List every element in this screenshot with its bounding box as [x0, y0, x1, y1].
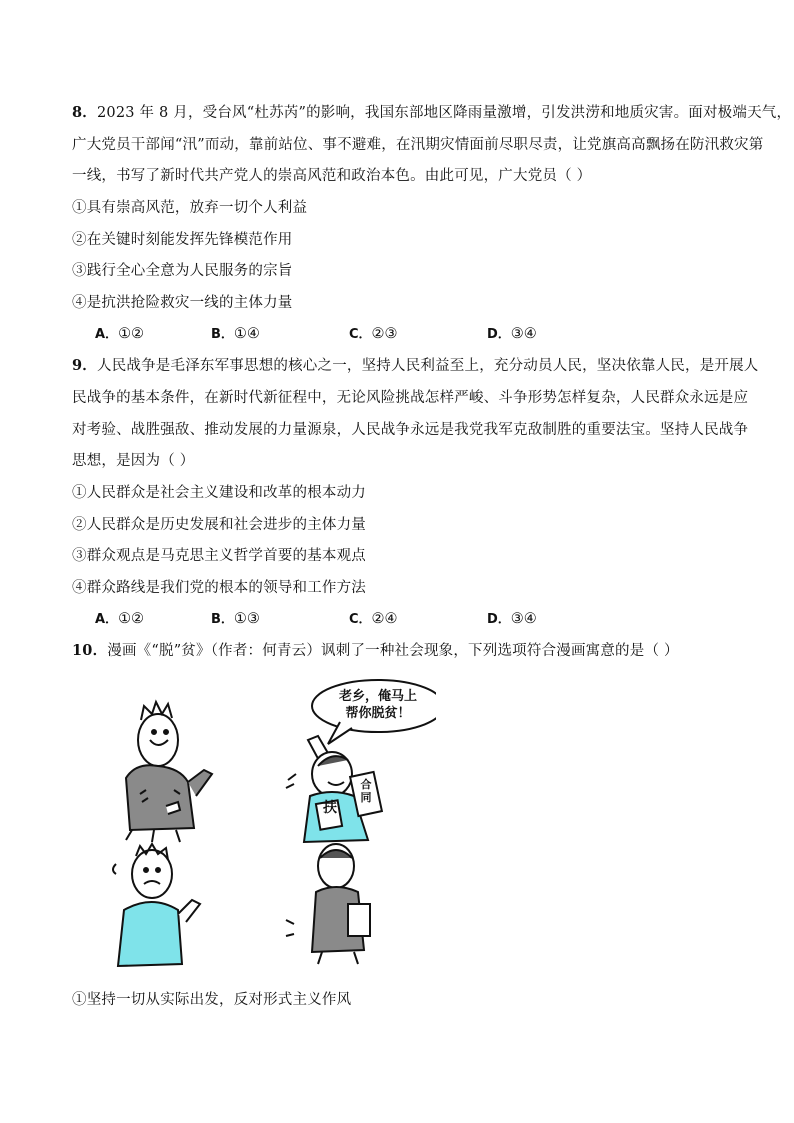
fupin-doc-label: 扶 [323, 800, 337, 816]
q8-stem-1: 2023 年 8 月，受台风“杜苏芮”的影响，我国东部地区降雨量激增，引发洪涝和地质灾害。面对极端天气， [97, 105, 792, 121]
cartoon-drawing [96, 678, 436, 978]
q8-option-c[interactable]: C．②③ [349, 326, 398, 342]
q8-statement-3: ③践行全心全意为人民服务的宗旨 [72, 263, 293, 279]
q8-line-3: 一线，书写了新时代共产党人的崇高风范和政治本色。由此可见，广大党员（ ） [72, 168, 592, 184]
q9-line-1 [72, 356, 759, 376]
q9-line-3: 对考验、战胜强敌、推动发展的力量源泉，人民战争永远是我党我军克敌制胜的重要法宝。坚持人民战争 [72, 422, 749, 438]
q8-line-2: 广大党员干部闻“汛”而动，靠前站位、事不避难，在汛期灾情面前尽职尽责，让党旗高高飘扬在防汛救灾第 [72, 137, 764, 153]
official-figure-4 [286, 844, 370, 964]
q9-statement-4: ④群众路线是我们党的根本的领导和工作方法 [72, 580, 366, 596]
q9-line-2: 民战争的基本条件，在新时代新征程中，无论风险挑战怎样严峻、斗争形势怎样复杂，人民群众永远是应 [72, 390, 749, 406]
bubble-line-2: 帮你脱贫！ [345, 706, 411, 721]
speech-bubble-text [320, 688, 436, 722]
q8-option-b[interactable]: B．①④ [211, 326, 260, 342]
villager-figure-1 [126, 702, 212, 842]
q8-statement-2: ②在关键时刻能发挥先锋模范作用 [72, 232, 293, 248]
q9-option-d[interactable]: D．③④ [487, 611, 537, 627]
q8-number: 8． [72, 104, 97, 121]
q9-statement-1: ①人民群众是社会主义建设和改革的根本动力 [72, 485, 366, 501]
q8-statement-4: ④是抗洪抢险救灾一线的主体力量 [72, 295, 293, 311]
q10-statement-1: ①坚持一切从实际出发，反对形式主义作风 [72, 992, 352, 1008]
q9-option-c[interactable]: C．②④ [349, 611, 398, 627]
q9-line-4: 思想，是因为（ ） [72, 453, 195, 469]
villager-figure-3 [113, 844, 200, 966]
q8-option-a[interactable]: A．①② [95, 326, 145, 342]
q9-option-a[interactable]: A．①② [95, 611, 145, 627]
cartoon-tuopin [96, 678, 436, 978]
q8-option-d[interactable]: D．③④ [487, 326, 537, 342]
q8-statement-1: ①具有崇高风范，放弃一切个人利益 [72, 200, 308, 216]
q9-stem-1: 人民战争是毛泽东军事思想的核心之一，坚持人民利益至上，充分动员人民，坚决依靠人民，是开展人 [97, 358, 759, 374]
q9-option-b[interactable]: B．①③ [211, 611, 260, 627]
q10-number: 10． [72, 642, 108, 659]
q8-line-1 [72, 103, 791, 123]
q9-statement-3: ③群众观点是马克思主义哲学首要的基本观点 [72, 548, 366, 564]
q9-statement-2: ②人民群众是历史发展和社会进步的主体力量 [72, 517, 366, 533]
contract-paper-label: 合同 [360, 778, 372, 804]
q10-line-1 [72, 641, 679, 661]
bubble-line-1: 老乡，俺马上 [338, 689, 417, 704]
q10-stem: 漫画《“脱”贫》（作者：何青云）讽刺了一种社会现象，下列选项符合漫画寓意的是（ ） [107, 643, 679, 659]
q9-number: 9． [72, 357, 97, 374]
